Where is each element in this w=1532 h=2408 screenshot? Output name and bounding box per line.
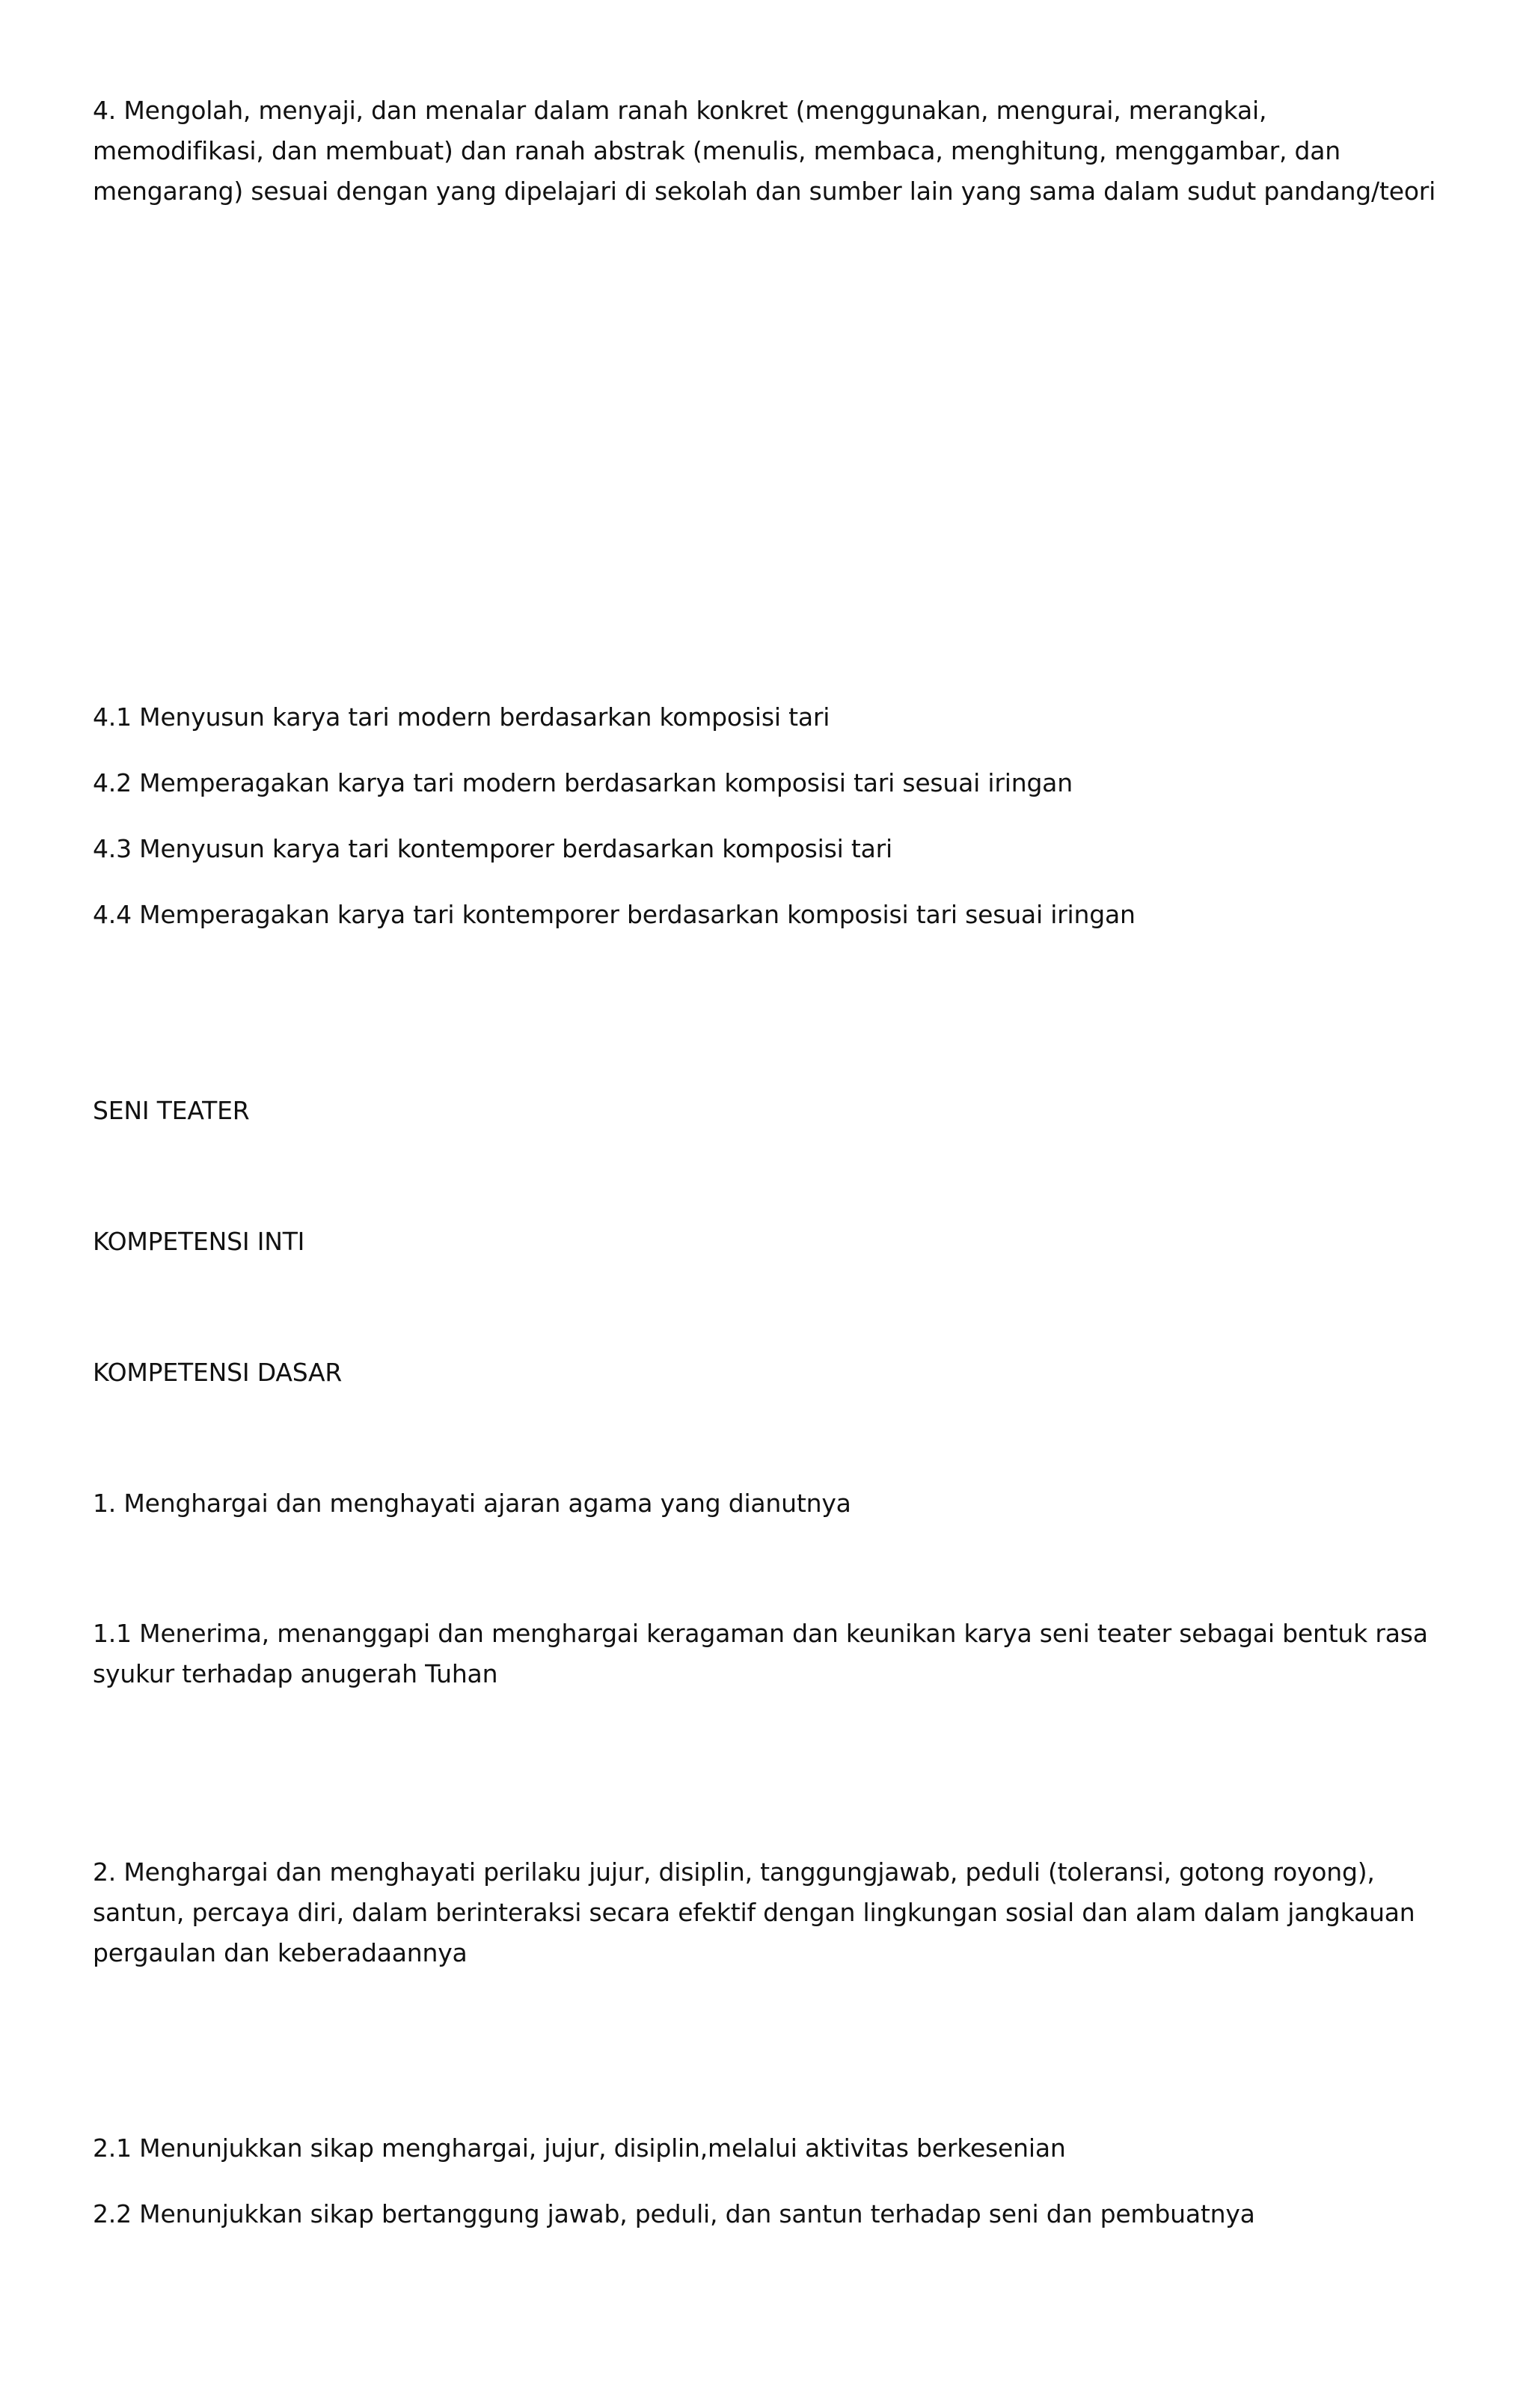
list-item: 4.1 Menyusun karya tari modern berdasarkan komposisi tari bbox=[93, 702, 830, 732]
kompetensi-dasar-label: KOMPETENSI DASAR bbox=[93, 1358, 343, 1387]
kompetensi-inti-label: KOMPETENSI INTI bbox=[93, 1227, 305, 1256]
kd-1-1-paragraph: 1.1 Menerima, menanggapi dan menghargai keragaman dan keunikan karya seni teater sebagai bentuk rasa syukur terhadap anugerah Tuhan bbox=[93, 1619, 1428, 1688]
list-item: 4.4 Memperagakan karya tari kontemporer berdasarkan komposisi tari sesuai iringan bbox=[93, 900, 1136, 929]
list-item: 4.2 Memperagakan karya tari modern berdasarkan komposisi tari sesuai iringan bbox=[93, 768, 1073, 797]
list-item: 2.1 Menunjukkan sikap menghargai, jujur, disiplin,melalui aktivitas berkesenian bbox=[93, 2133, 1066, 2163]
intro-paragraph: 4. Mengolah, menyaji, dan menalar dalam ranah konkret (menggunakan, mengurai, merangkai, memodifikasi, dan membuat) dan ranah abstrak (menulis, membaca, menghitung, menggambar, dan mengarang) sesuai dengan yang dipelajari di sekolah dan sumber lain yang sama dalam sudut pandang/teori bbox=[93, 96, 1436, 206]
section-heading: SENI TEATER bbox=[93, 1096, 250, 1125]
ki-2-paragraph: 2. Menghargai dan menghayati perilaku jujur, disiplin, tanggungjawab, peduli (toleransi, gotong royong), santun, percaya diri, dalam berinteraksi secara efektif dengan lingkungan sosial dan alam dalam jangkauan pergaulan dan keberadaannya bbox=[93, 1857, 1415, 1967]
list-item: 4.3 Menyusun karya tari kontemporer berdasarkan komposisi tari bbox=[93, 834, 892, 863]
ki-1-paragraph: 1. Menghargai dan menghayati ajaran agama yang dianutnya bbox=[93, 1489, 851, 1518]
list-item: 2.2 Menunjukkan sikap bertanggung jawab, peduli, dan santun terhadap seni dan pembuatnya bbox=[93, 2199, 1255, 2228]
